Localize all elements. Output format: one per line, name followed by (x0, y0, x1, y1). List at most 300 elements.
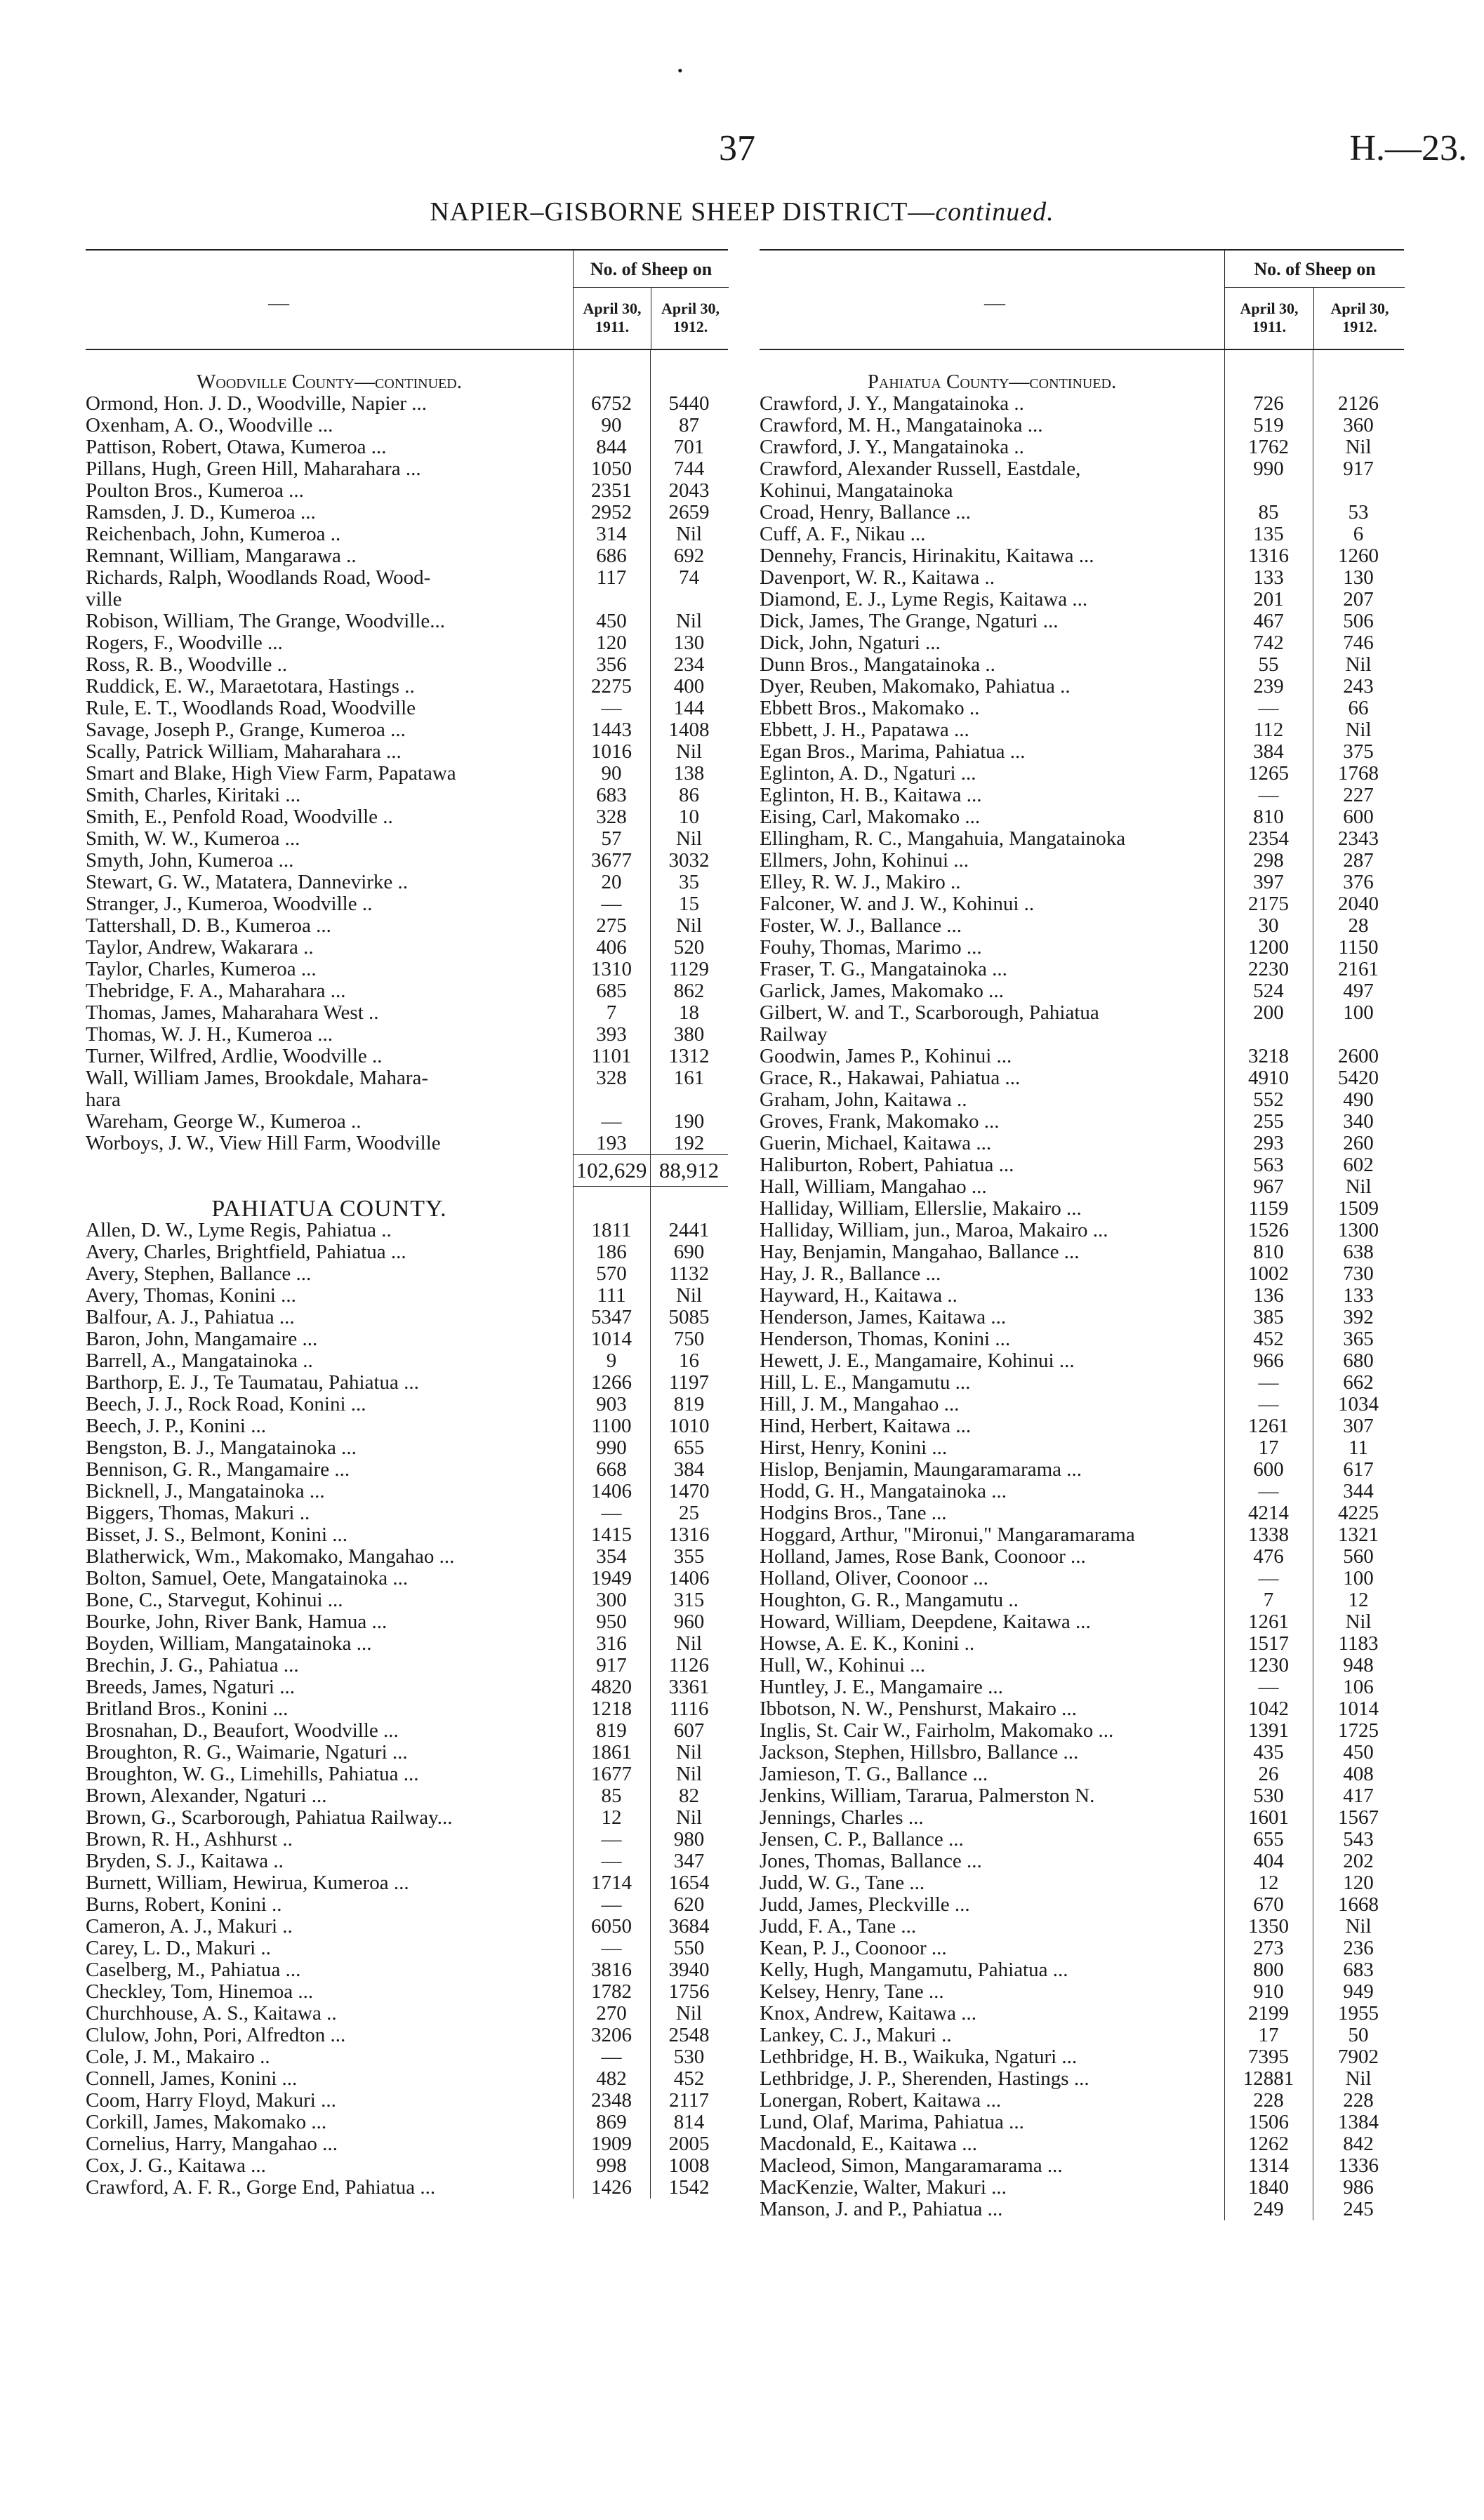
owner-entry: Dunn Bros., Mangatainoka .. (760, 653, 995, 676)
sheep-count-1912: 490 (1343, 1088, 1374, 1111)
table-row (86, 1851, 728, 1872)
table-row (86, 1524, 728, 1546)
sheep-count-1911: 1677 (591, 1763, 632, 1785)
table-row (760, 1241, 1404, 1263)
owner-entry: Jenkins, William, Tararua, Palmerston N. (760, 1785, 1095, 1807)
sheep-count-1912: 543 (1343, 1828, 1374, 1851)
sheep-count-1911: 2354 (1248, 827, 1289, 850)
sheep-count-1911: 298 (1253, 849, 1284, 872)
print-speck: • (677, 62, 683, 79)
sheep-count-1911: 1159 (1248, 1197, 1289, 1220)
owner-entry: Hull, W., Kohinui ... (760, 1654, 926, 1676)
sheep-count-1912: 227 (1343, 784, 1374, 806)
sheep-count-1911: 7 (1263, 1589, 1274, 1611)
sheep-count-1912: Nil (675, 610, 703, 632)
table-row (760, 719, 1404, 741)
owner-entry: Smith, Charles, Kiritaki ... (86, 784, 301, 806)
left-column (86, 249, 728, 2199)
table-row (760, 502, 1404, 524)
header-group (573, 251, 729, 349)
sheep-count-1912: 1129 (669, 958, 709, 980)
table-row (760, 589, 1404, 611)
sheep-count-1911: 1840 (1248, 2176, 1289, 2199)
table-row (86, 1742, 728, 1764)
table-row (86, 1546, 728, 1568)
table-row (86, 1133, 728, 1154)
sheep-count-1912: 53 (1348, 501, 1369, 524)
owner-entry: Jamieson, T. G., Ballance ... (760, 1763, 988, 1785)
section-heading-woodville (86, 371, 573, 393)
owner-entry: Huntley, J. E., Mangamaire ... (760, 1676, 1003, 1698)
sheep-count-1911: 200 (1253, 1001, 1284, 1024)
sheep-count-1912: Nil (675, 1741, 703, 1764)
owner-entry: Hislop, Benjamin, Maungaramarama ... (760, 1458, 1082, 1481)
table-row (86, 1938, 728, 1959)
table-row (760, 2090, 1404, 2112)
table-row (86, 1981, 728, 2003)
table-row (86, 1372, 728, 1394)
table-row (86, 2003, 728, 2025)
header-col-1912: April 30, 1912. (1313, 287, 1405, 349)
sheep-count-1912: 638 (1343, 1241, 1374, 1263)
sheep-count-1911: 397 (1253, 871, 1284, 893)
sheep-count-1911: 910 (1253, 1980, 1284, 2003)
sheep-count-1912: Nil (1345, 719, 1372, 741)
owner-entry: Bengston, B. J., Mangatainoka ... (86, 1436, 357, 1459)
sheep-count-1912: 1008 (668, 2154, 710, 2177)
owner-entry: Hind, Herbert, Kaitawa ... (760, 1415, 972, 1437)
sheep-count-1911: 3816 (591, 1959, 632, 1981)
sheep-count-1911: 482 (596, 2067, 627, 2090)
table-row (760, 1176, 1404, 1198)
owner-entry: Ellmers, John, Kohinui ... (760, 849, 969, 872)
sheep-count-1912: 602 (1343, 1154, 1374, 1176)
owner-entry: Bolton, Samuel, Oete, Mangatainoka ... (86, 1567, 409, 1589)
owner-entry: Lund, Olaf, Marima, Pahiatua ... (760, 2111, 1024, 2133)
sheep-count-1912: 1408 (668, 719, 710, 741)
sheep-count-1912: 842 (1343, 2133, 1374, 2155)
sheep-count-1911: 133 (1253, 566, 1284, 589)
sheep-count-1911: 655 (1253, 1828, 1284, 1851)
owner-entry: Oxenham, A. O., Woodville ... (86, 414, 333, 436)
table-header (760, 251, 1404, 350)
table-row (760, 1742, 1404, 1764)
table-row (86, 1829, 728, 1851)
owner-entry: Beech, J. J., Rock Road, Konini ... (86, 1393, 366, 1415)
table-row (760, 567, 1404, 589)
owner-entry: Britland Bros., Konini ... (86, 1698, 289, 1720)
owner-entry: Carey, L. D., Makuri .. (86, 1937, 271, 1959)
sheep-count-1911: 1406 (591, 1480, 632, 1502)
sheep-count-1911: 1415 (591, 1524, 632, 1546)
sheep-count-1911: 356 (596, 653, 627, 676)
table-row (760, 1633, 1404, 1655)
table-row (86, 524, 728, 545)
header-dash: — (984, 291, 1005, 314)
sheep-count-1911: 686 (596, 545, 627, 567)
page-number: 37 (719, 128, 755, 168)
total-1911: 102,629 (573, 1154, 650, 1187)
sheep-count-1911: 1316 (1248, 545, 1289, 567)
sheep-count-1911: — (1258, 1567, 1279, 1589)
header-col-1911: April 30, 1911. (1240, 300, 1299, 335)
sheep-count-1912: 730 (1343, 1262, 1374, 1285)
sheep-count-1912: 1014 (1338, 1698, 1379, 1720)
sheep-count-1912: 18 (679, 1001, 699, 1024)
sheep-count-1912: 3032 (668, 849, 710, 872)
table-row (86, 1764, 728, 1785)
table-row (760, 1285, 1404, 1307)
sheep-count-1911: 1042 (1248, 1698, 1289, 1720)
table-row (86, 872, 728, 893)
table-row (760, 806, 1404, 828)
sheep-count-1912: 86 (679, 784, 699, 806)
sheep-count-1911: 3677 (591, 849, 632, 872)
owner-entry: Beech, J. P., Konini ... (86, 1415, 266, 1437)
owner-entry: Brown, R. H., Ashhurst .. (86, 1828, 293, 1851)
owner-entry: Ellingham, R. C., Mangahuia, Mangatainoka (760, 827, 1126, 850)
table-row (86, 1350, 728, 1372)
owner-entry: Croad, Henry, Ballance ... (760, 501, 971, 524)
owner-entry: Judd, James, Pleckville ... (760, 1893, 970, 1916)
sheep-count-1912: Nil (675, 523, 703, 545)
sheep-count-1912: 82 (679, 1785, 699, 1807)
table-row (86, 828, 728, 850)
table-row (760, 2112, 1404, 2133)
table-row (760, 1829, 1404, 1851)
sheep-count-1911: 810 (1253, 1241, 1284, 1263)
sheep-count-1911: 2351 (591, 479, 632, 502)
sheep-count-1911: 452 (1253, 1328, 1284, 1350)
sheep-count-1911: 404 (1253, 1850, 1284, 1872)
owner-entry: Ross, R. B., Woodville .. (86, 653, 288, 676)
sheep-count-1912: 2343 (1338, 827, 1379, 850)
table-row (86, 980, 728, 1002)
owner-entry: Allen, D. W., Lyme Regis, Pahiatua .. (86, 1219, 392, 1241)
table-row (86, 1676, 728, 1698)
sheep-count-1912: 2548 (668, 2024, 710, 2046)
sheep-count-1911: 4910 (1248, 1067, 1289, 1089)
table-row (760, 1524, 1404, 1546)
table-row (86, 1263, 728, 1285)
sheep-count-1912: 130 (673, 632, 705, 654)
table-row (760, 1328, 1404, 1350)
table-row (760, 2003, 1404, 2025)
table-row (760, 654, 1404, 676)
owner-entry: Scally, Patrick William, Maharahara ... (86, 740, 402, 763)
owner-entry: Brosnahan, D., Beaufort, Woodville ... (86, 1719, 399, 1742)
owner-entry: Henderson, James, Kaitawa ... (760, 1306, 1007, 1328)
owner-entry: Corkill, James, Makomako ... (86, 2111, 327, 2133)
owner-entry: Wareham, George W., Kumeroa .. (86, 1110, 362, 1133)
table-row (86, 1024, 728, 1046)
sheep-count-1912: 138 (673, 762, 705, 785)
sheep-count-1912: Nil (1345, 2067, 1372, 2090)
sheep-count-1911: 135 (1253, 523, 1284, 545)
sheep-count-1912: 607 (673, 1719, 705, 1742)
table-row (760, 850, 1404, 872)
table-row (86, 719, 728, 741)
owner-entry: Macdonald, E., Kaitawa ... (760, 2133, 978, 2155)
sheep-count-1912: 814 (673, 2111, 705, 2133)
owner-entry: Churchhouse, A. S., Kaitawa .. (86, 2002, 337, 2025)
sheep-count-1912: 1756 (668, 1980, 710, 2003)
table-row (760, 872, 1404, 893)
sheep-count-1911: 57 (601, 827, 622, 850)
table-row (86, 1785, 728, 1807)
owner-entry: Burns, Robert, Konini .. (86, 1893, 282, 1916)
table-row (760, 2068, 1404, 2090)
table-row (760, 632, 1404, 654)
table-row (86, 1437, 728, 1459)
sheep-count-1912: 161 (673, 1067, 705, 1089)
table-row (86, 1872, 728, 1894)
sheep-count-1912: 15 (679, 893, 699, 915)
owner-entry: Crawford, Alexander Russell, Eastdale, Kohinui, Mangatainoka (760, 458, 1081, 502)
sheep-count-1911: 7395 (1248, 2046, 1289, 2068)
sheep-count-1912: 392 (1343, 1306, 1374, 1328)
owner-entry: Eglinton, A. D., Ngaturi ... (760, 762, 976, 785)
sheep-count-1912: 1316 (668, 1524, 710, 1546)
table-row (86, 611, 728, 632)
table-row (86, 2046, 728, 2068)
sheep-count-1912: 66 (1348, 697, 1369, 719)
owner-entry: Cornelius, Harry, Mangahao ... (86, 2133, 338, 2155)
sheep-count-1912: 701 (673, 436, 705, 458)
owner-entry: Lethbridge, J. P., Sherenden, Hastings ... (760, 2067, 1089, 2090)
owner-entry: Cox, J. G., Kaitawa ... (86, 2154, 266, 2177)
owner-entry: Bennison, G. R., Mangamaire ... (86, 1458, 350, 1481)
sheep-count-1911: 1601 (1248, 1806, 1289, 1829)
table-row (760, 741, 1404, 763)
owner-entry: Cole, J. M., Makairo .. (86, 2046, 270, 2068)
owner-entry: Kelly, Hugh, Mangamutu, Pahiatua ... (760, 1959, 1068, 1981)
sheep-count-1911: 435 (1253, 1741, 1284, 1764)
sheep-count-1912: 1668 (1338, 1893, 1379, 1916)
sheep-count-1911: 1443 (591, 719, 632, 741)
table-row (760, 2155, 1404, 2177)
table-row (86, 415, 728, 436)
table-row (86, 1328, 728, 1350)
sheep-count-1912: 2117 (669, 2089, 709, 2112)
sheep-count-1912: 1010 (668, 1415, 710, 1437)
owner-entry: Rule, E. T., Woodlands Road, Woodville (86, 697, 416, 719)
table-row (86, 1655, 728, 1676)
owner-entry: Taylor, Charles, Kumeroa ... (86, 958, 317, 980)
sheep-count-1912: 28 (1348, 914, 1369, 937)
owner-entry: Kelsey, Henry, Tane ... (760, 1980, 944, 2003)
owner-entry: Hodd, G. H., Mangatainoka ... (760, 1480, 1007, 1502)
sheep-count-1911: 1265 (1248, 762, 1289, 785)
sheep-count-1912: 100 (1343, 1567, 1374, 1589)
sheep-count-1911: 1002 (1248, 1262, 1289, 1285)
sheep-count-1912: 7902 (1338, 2046, 1379, 2068)
table-row (760, 2133, 1404, 2155)
document-reference: H.—23. (1349, 128, 1467, 168)
sheep-count-1912: 550 (673, 1937, 705, 1959)
owner-entry: Judd, F. A., Tane ... (760, 1915, 917, 1938)
table-row (760, 2199, 1404, 2220)
table-row (86, 1285, 728, 1307)
table-header (86, 251, 728, 350)
table-row (760, 1437, 1404, 1459)
sheep-count-1911: 55 (1258, 653, 1279, 676)
table-row (760, 1894, 1404, 1916)
owner-entry: Haliburton, Robert, Pahiatua ... (760, 1154, 1014, 1176)
table-row (760, 1372, 1404, 1394)
owner-entry: Stranger, J., Kumeroa, Woodville .. (86, 893, 373, 915)
sheep-count-1911: 800 (1253, 1959, 1284, 1981)
sheep-count-1912: 1116 (669, 1698, 709, 1720)
table-row (760, 1959, 1404, 1981)
sheep-count-1912: 380 (673, 1023, 705, 1046)
owner-entry: Checkley, Tom, Hinemoa ... (86, 1980, 314, 2003)
table-row (760, 2046, 1404, 2068)
sheep-count-1912: 1260 (1338, 545, 1379, 567)
sheep-count-1912: Nil (1345, 1175, 1372, 1198)
owner-entry: Hay, J. R., Ballance ... (760, 1262, 941, 1285)
sheep-count-1912: Nil (675, 2002, 703, 2025)
owner-entry: Smart and Blake, High View Farm, Papatawa (86, 762, 456, 785)
table-row (86, 1415, 728, 1437)
table-row (760, 1785, 1404, 1807)
sheep-count-1912: 506 (1343, 610, 1374, 632)
sheep-count-1912: Nil (1345, 436, 1372, 458)
owner-entry: Turner, Wilfred, Ardlie, Woodville .. (86, 1045, 383, 1067)
sheep-count-1912: 655 (673, 1436, 705, 1459)
sheep-count-1911: 917 (596, 1654, 627, 1676)
sheep-count-1911: 1261 (1248, 1415, 1289, 1437)
sheep-count-1911: 2175 (1248, 893, 1289, 915)
owner-entry: Graham, John, Kaitawa .. (760, 1088, 967, 1111)
sheep-count-1911: 354 (596, 1545, 627, 1568)
owner-entry: Barthorp, E. J., Te Taumatau, Pahiatua ... (86, 1371, 419, 1394)
sheep-count-1911: 328 (596, 806, 627, 828)
owner-entry: Brechin, J. G., Pahiatua ... (86, 1654, 299, 1676)
owner-entry: Hoggard, Arthur, "Mironui," Mangaramarama (760, 1524, 1135, 1546)
sheep-count-1911: 819 (596, 1719, 627, 1742)
sheep-count-1912: Nil (675, 1763, 703, 1785)
owner-entry: Rogers, F., Woodville ... (86, 632, 283, 654)
sheep-count-1911: 1517 (1248, 1632, 1289, 1655)
owner-entry: Avery, Stephen, Ballance ... (86, 1262, 312, 1285)
sheep-count-1912: 450 (1343, 1741, 1374, 1764)
sheep-count-1912: 948 (1343, 1654, 1374, 1676)
sheep-count-1912: 2043 (668, 479, 710, 502)
sheep-count-1912: 1406 (668, 1567, 710, 1589)
table-row (760, 959, 1404, 980)
owner-entry: Reichenbach, John, Kumeroa .. (86, 523, 341, 545)
owner-entry: Crawford, J. Y., Mangatainoka .. (760, 392, 1024, 415)
sheep-count-1912: 384 (673, 1458, 705, 1481)
table-row (760, 545, 1404, 567)
owner-entry: Lankey, C. J., Makuri .. (760, 2024, 952, 2046)
sheep-count-1911: 273 (1253, 1937, 1284, 1959)
header-dash: — (268, 291, 289, 314)
sheep-count-1912: 87 (679, 414, 699, 436)
left-entry-list (86, 1220, 728, 2199)
sheep-count-1911: — (1258, 697, 1279, 719)
sheep-count-1912: 133 (1343, 1284, 1374, 1307)
owner-entry: Henderson, Thomas, Konini ... (760, 1328, 1011, 1350)
sheep-count-1911: 186 (596, 1241, 627, 1263)
sheep-count-1912: Nil (675, 1806, 703, 1829)
table-row (760, 1220, 1404, 1241)
sheep-count-1912: 3684 (668, 1915, 710, 1938)
owner-entry: Hewett, J. E., Mangamaire, Kohinui ... (760, 1349, 1075, 1372)
section-heading-text: Woodville County—continued. (197, 371, 462, 393)
sheep-count-1911: 726 (1253, 392, 1284, 415)
table-row (86, 436, 728, 458)
table-row (86, 2068, 728, 2090)
header-group (1224, 251, 1405, 349)
owner-entry: Grace, R., Hakawai, Pahiatua ... (760, 1067, 1021, 1089)
owner-entry: Ormond, Hon. J. D., Woodville, Napier ... (86, 392, 428, 415)
table-row (86, 502, 728, 524)
table-row (86, 806, 728, 828)
owner-entry: Bryden, S. J., Kaitawa .. (86, 1850, 284, 1872)
table-row (760, 1198, 1404, 1220)
sheep-count-1912: 10 (679, 806, 699, 828)
owner-entry: Ebbett, J. H., Papatawa ... (760, 719, 969, 741)
sheep-count-1912: 1183 (1338, 1632, 1379, 1655)
owner-entry: Cuff, A. F., Nikau ... (760, 523, 926, 545)
sheep-count-1911: 1506 (1248, 2111, 1289, 2133)
owner-entry: Thomas, W. J. H., Kumeroa ... (86, 1023, 333, 1046)
sheep-count-1912: 530 (673, 2046, 705, 2068)
sheep-count-1911: 552 (1253, 1088, 1284, 1111)
sheep-count-1911: 1218 (591, 1698, 632, 1720)
table-row (86, 1807, 728, 1829)
sheep-count-1912: 1654 (668, 1872, 710, 1894)
table-row (86, 1307, 728, 1328)
owner-entry: Biggers, Thomas, Makuri .. (86, 1502, 310, 1524)
sheep-count-1912: 228 (1343, 2089, 1374, 2112)
sheep-count-1912: 1470 (668, 1480, 710, 1502)
table-row (760, 1851, 1404, 1872)
sheep-count-1911: 328 (596, 1067, 627, 1089)
table-row (86, 567, 728, 611)
sheep-count-1912: 2126 (1338, 392, 1379, 415)
table-row (760, 458, 1404, 502)
sheep-count-1912: 1150 (1338, 936, 1379, 959)
owner-entry: Thebridge, F. A., Maharahara ... (86, 980, 346, 1002)
sheep-count-1912: 1132 (669, 1262, 709, 1285)
owner-entry: Connell, James, Konini ... (86, 2067, 298, 2090)
table-row (86, 763, 728, 785)
owner-entry: Ibbotson, N. W., Penshurst, Makairo ... (760, 1698, 1077, 1720)
sheep-count-1911: 742 (1253, 632, 1284, 654)
owner-entry: Wall, William James, Brookdale, Mahara- hara (86, 1067, 429, 1111)
sheep-count-1912: 5420 (1338, 1067, 1379, 1089)
right-column (760, 249, 1404, 2220)
sheep-count-1911: 384 (1253, 740, 1284, 763)
table-row (760, 393, 1404, 415)
table-row (86, 1067, 728, 1111)
sheep-count-1912: 819 (673, 1393, 705, 1415)
sheep-count-1912: 3361 (668, 1676, 710, 1698)
table-row (760, 828, 1404, 850)
sheep-count-1912: 1312 (668, 1045, 710, 1067)
owner-entry: Hodgins Bros., Tane ... (760, 1502, 947, 1524)
table-row (760, 1263, 1404, 1285)
owner-entry: Jackson, Stephen, Hillsbro, Ballance ... (760, 1741, 1079, 1764)
sheep-count-1912: 130 (1343, 566, 1374, 589)
sheep-count-1912: 344 (1343, 1480, 1374, 1502)
sheep-count-1911: 249 (1253, 2198, 1284, 2220)
page-title-continued: continued. (935, 197, 1054, 227)
sheep-count-1912: 2441 (668, 1219, 710, 1241)
